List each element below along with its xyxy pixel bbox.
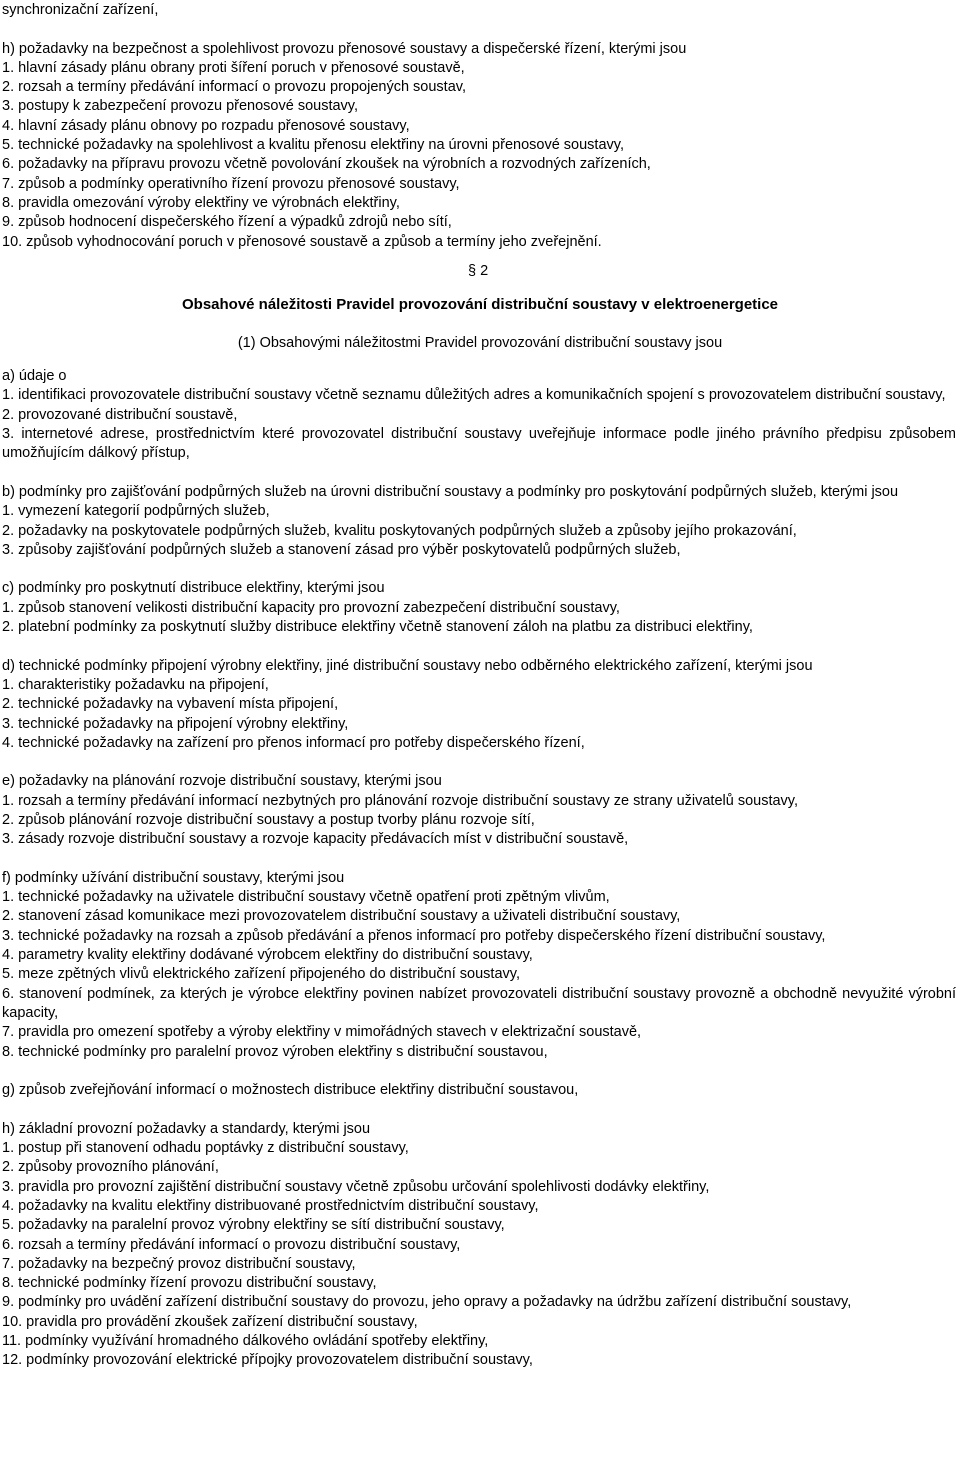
list-item: 9. způsob hodnocení dispečerského řízení a výpadků zdrojů nebo sítí, xyxy=(2,214,452,231)
list-item: 1. identifikaci provozovatele distribuční soustavy včetně seznamu důležitých adres a komunikačních spojení s provozovatelem distribuční soustavy, xyxy=(2,387,946,404)
block-a xyxy=(2,367,958,463)
list-item: 3. internetové adrese, prostřednictvím které provozovatel distribuční soustavy uveřejňuje informace podle jiného právního předpisu způsobem umožňujícím dálkový přístup, xyxy=(2,426,956,462)
list-item: 3. zásady rozvoje distribuční soustavy a rozvoje kapacity předávacích míst v distribuční soustavě, xyxy=(2,831,629,848)
list-item: 3. technické požadavky na připojení výrobny elektřiny, xyxy=(2,715,349,732)
continuation-line: synchronizační zařízení, xyxy=(2,2,159,18)
list-item: 8. technické podmínky pro paralelní provoz výroben elektřiny s distribuční soustavou, xyxy=(2,1043,548,1060)
list-item: 8. technické podmínky řízení provozu distribuční soustavy, xyxy=(2,1275,377,1292)
block-h-distribution xyxy=(2,1120,958,1371)
list-item: 4. hlavní zásady plánu obnovy po rozpadu přenosové soustavy, xyxy=(2,117,410,134)
list-item: 5. technické požadavky na spolehlivost a kvalitu přenosu elektřiny na úrovni přenosové soustavy, xyxy=(2,137,624,154)
list-item: 3. postupy k zabezpečení provozu přenosové soustavy, xyxy=(2,98,359,115)
list-item: 4. požadavky na kvalitu elektřiny distribuované prostřednictvím distribuční soustavy, xyxy=(2,1197,539,1214)
block-d xyxy=(2,657,958,753)
list-item: 4. parametry kvality elektřiny dodávané výrobcem elektřiny do distribuční soustavy, xyxy=(2,947,533,964)
list-item: 6. stanovení podmínek, za kterých je výrobce elektřiny povinen nabízet provozovateli distribuční soustavy provozně a obchodně nevyužité výrobní kapacity, xyxy=(2,985,956,1021)
list-item: 1. vymezení kategorií podpůrných služeb, xyxy=(2,503,270,520)
list-item: 7. způsob a podmínky operativního řízení provozu přenosové soustavy, xyxy=(2,175,460,192)
list-item: 11. podmínky využívání hromadného dálkového ovládání spotřeby elektřiny, xyxy=(2,1333,489,1349)
block-heading: b) podmínky pro zajišťování podpůrných služeb na úrovni distribuční soustavy a podmínky pro poskytování podpůrných služeb, kterými jsou xyxy=(2,483,899,500)
block-h-transmission xyxy=(2,40,958,252)
block-c xyxy=(2,579,958,637)
section-symbol-icon: § xyxy=(468,262,481,279)
block-e xyxy=(2,772,958,849)
block-f xyxy=(2,869,958,1062)
list-item: 1. hlavní zásady plánu obrany proti šíření poruch v přenosové soustavě, xyxy=(2,59,465,76)
list-item: 2. způsob plánování rozvoje distribuční soustavy a postup tvorby plánu rozvoje sítí, xyxy=(2,811,535,828)
list-item: 6. rozsah a termíny předávání informací o provozu distribuční soustavy, xyxy=(2,1236,461,1253)
block-heading: d) technické podmínky připojení výrobny elektřiny, jiné distribuční soustavy nebo odběrného elektrického zařízení, kterými jsou xyxy=(2,657,813,674)
list-item: 2. stanovení zásad komunikace mezi provozovatelem distribuční soustavy a uživateli distribuční soustavy, xyxy=(2,908,681,925)
list-item: 1. technické požadavky na uživatele distribuční soustavy včetně opatření proti zpětným vlivům, xyxy=(2,889,610,906)
block-g xyxy=(2,1081,958,1100)
list-item: 1. postup při stanovení odhadu poptávky z distribuční soustavy, xyxy=(2,1140,409,1157)
list-item: 4. technické požadavky na zařízení pro přenos informací pro potřeby dispečerského řízení, xyxy=(2,734,585,751)
block-b xyxy=(2,483,958,560)
list-item: 2. rozsah a termíny předávání informací o provozu propojených soustav, xyxy=(2,79,466,96)
list-item: 3. pravidla pro provozní zajištění distribuční soustavy včetně způsobu určování spolehlivosti dodávky elektřiny, xyxy=(2,1178,710,1195)
block-heading: h) základní provozní požadavky a standardy, kterými jsou xyxy=(2,1120,371,1137)
block-heading: g) způsob zveřejňování informací o možnostech distribuce elektřiny distribuční soustavou, xyxy=(2,1082,579,1099)
list-item: 2. požadavky na poskytovatele podpůrných služeb, kvalitu poskytovaných podpůrných služeb a způsoby jejího prokazování, xyxy=(2,522,797,539)
list-item: 5. meze zpětných vlivů elektrického zařízení připojeného do distribuční soustavy, xyxy=(2,966,520,983)
block-heading: f) podmínky užívání distribuční soustavy, kterými jsou xyxy=(2,869,345,886)
list-item: 5. požadavky na paralelní provoz výrobny elektřiny se sítí distribuční soustavy, xyxy=(2,1217,505,1234)
list-item: 3. technické požadavky na rozsah a způsob předávání a přenos informací pro potřeby dispečerského řízení distribuční soustavy, xyxy=(2,927,826,944)
section-title: Obsahové náležitosti Pravidel provozování distribuční soustavy v elektroenergetice xyxy=(181,296,779,314)
list-item: 1. rozsah a termíny předávání informací nezbytných pro plánování rozvoje distribuční soustavy ze strany uživatelů soustavy, xyxy=(2,792,799,809)
block-heading: c) podmínky pro poskytnutí distribuce elektřiny, kterými jsou xyxy=(2,580,385,597)
section-sign xyxy=(2,262,958,281)
list-item: 10. pravidla pro provádění zkoušek zařízení distribuční soustavy, xyxy=(2,1313,418,1330)
list-item: 2. platební podmínky za poskytnutí služby distribuce elektřiny včetně stanovení záloh na platbu za distribuci elektřiny, xyxy=(2,619,753,636)
list-item: 12. podmínky provozování elektrické přípojky provozovatelem distribuční soustavy, xyxy=(2,1352,533,1369)
section-intro: (1) Obsahovými náležitostmi Pravidel provozování distribuční soustavy jsou xyxy=(237,335,723,352)
list-item: 3. způsoby zajišťování podpůrných služeb a stanovení zásad pro výběr poskytovatelů podpůrných služeb, xyxy=(2,541,681,558)
block-heading: h) požadavky na bezpečnost a spolehlivost provozu přenosové soustavy a dispečerské řízení, kterými jsou xyxy=(2,40,687,57)
list-item: 9. podmínky pro uvádění zařízení distribuční soustavy do provozu, jeho opravy a požadavky na údržbu zařízení distribuční soustavy, xyxy=(2,1294,852,1311)
list-item: 8. pravidla omezování výroby elektřiny ve výrobnách elektřiny, xyxy=(2,194,400,211)
list-item: 10. způsob vyhodnocování poruch v přenosové soustavě a způsob a termíny jeho zveřejnění. xyxy=(2,233,602,250)
block-heading: e) požadavky na plánování rozvoje distribuční soustavy, kterými jsou xyxy=(2,773,442,790)
list-item: 1. charakteristiky požadavku na připojení, xyxy=(2,676,269,693)
section-header xyxy=(2,262,958,353)
list-item: 2. způsoby provozního plánování, xyxy=(2,1159,219,1176)
list-item: 7. pravidla pro omezení spotřeby a výroby elektřiny v mimořádných stavech v elektrizační soustavě, xyxy=(2,1024,642,1041)
section-number: 2 xyxy=(480,262,489,279)
block-heading: a) údaje o xyxy=(2,368,67,385)
list-item: 1. způsob stanovení velikosti distribuční kapacity pro provozní zabezpečení distribuční soustavy, xyxy=(2,599,620,616)
list-item: 6. požadavky na přípravu provozu včetně povolování zkoušek na výrobních a rozvodných zařízeních, xyxy=(2,156,651,173)
list-item: 2. technické požadavky na vybavení místa připojení, xyxy=(2,696,339,713)
list-item: 7. požadavky na bezpečný provoz distribuční soustavy, xyxy=(2,1255,356,1272)
list-item: 2. provozované distribuční soustavě, xyxy=(2,406,238,423)
